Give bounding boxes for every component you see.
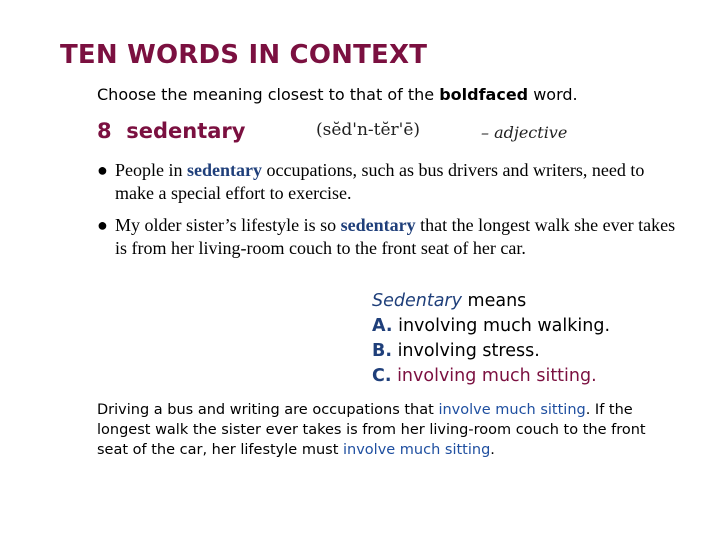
bullet-icon: ●	[97, 160, 108, 180]
option-letter: A.	[372, 316, 393, 336]
instruction-before: Choose the meaning closest to that of the	[97, 85, 440, 104]
example-after: occupations, such as bus drivers and writers, need to make a special effort to exercise.	[115, 160, 645, 203]
option-c[interactable]	[372, 364, 610, 389]
explanation-part1: Driving a bus and writing are occupations that	[97, 402, 439, 418]
example-highlight: sedentary	[187, 160, 262, 180]
example-sentence-1	[97, 159, 677, 204]
example-text	[97, 159, 677, 204]
option-text: involving stress.	[392, 341, 540, 361]
option-b[interactable]	[372, 339, 610, 364]
means-prompt	[372, 289, 610, 314]
means-term: Sedentary	[372, 291, 462, 311]
option-text: involving much sitting.	[391, 366, 597, 386]
option-letter: C.	[372, 366, 392, 386]
explanation-highlight-1: involve much sitting	[438, 402, 586, 418]
option-letter: B.	[372, 341, 392, 361]
vocab-word-heading	[97, 119, 245, 143]
example-before: My older sister’s lifestyle is so	[115, 215, 341, 235]
option-text: involving much walking.	[392, 316, 611, 336]
example-sentence-2	[97, 214, 677, 259]
example-after: that the longest walk she ever takes is from her living-room couch to the front seat of her car.	[115, 215, 676, 258]
example-before: People in	[115, 160, 187, 180]
bullet-icon: ●	[97, 215, 108, 235]
explanation-part2: . If the longest walk the sister ever takes is from her living-room couch to the front seat of the car, her lifestyle must	[97, 402, 646, 458]
explanation-part3: .	[490, 442, 495, 458]
instruction-bold: boldfaced	[439, 85, 529, 104]
instruction-text	[97, 85, 578, 104]
pronunciation: (sĕd'n-tĕr'ē)	[316, 120, 421, 140]
meaning-choices	[372, 289, 610, 389]
explanation-text	[97, 400, 667, 460]
word-number: 8	[97, 119, 112, 143]
means-suffix: means	[461, 291, 527, 311]
option-a[interactable]	[372, 314, 610, 339]
instruction-after: word.	[528, 85, 578, 104]
part-of-speech: – adjective	[481, 123, 568, 142]
vocab-word: sedentary	[126, 119, 246, 143]
example-highlight: sedentary	[340, 215, 416, 235]
explanation-highlight-2: involve much sitting	[343, 442, 491, 458]
page-title: TEN WORDS IN CONTEXT	[60, 40, 428, 70]
example-text	[97, 214, 677, 259]
